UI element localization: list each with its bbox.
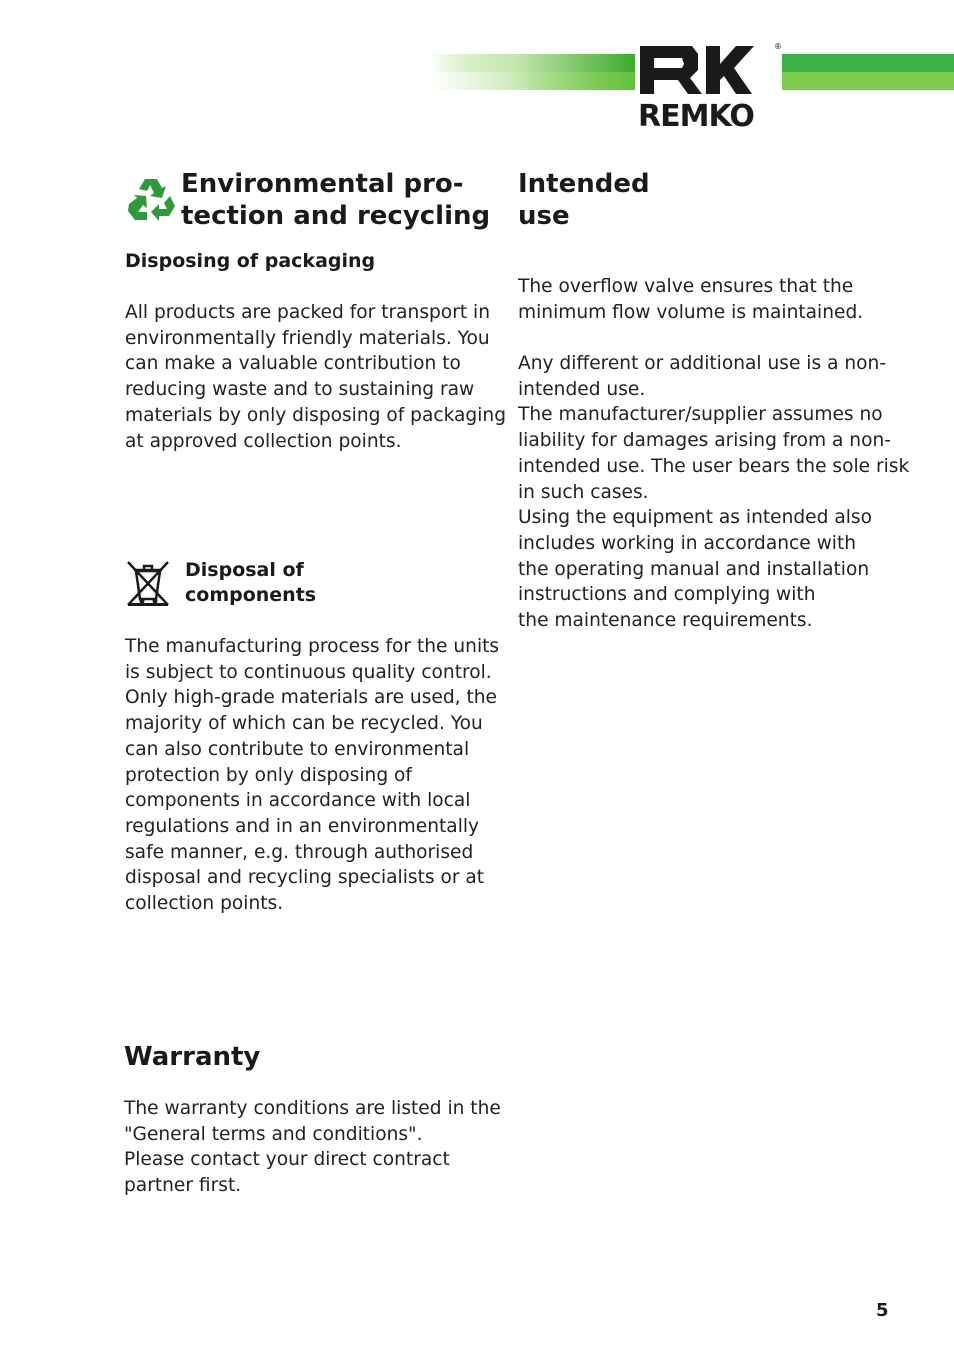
intended-use-para-1: The overflow valve ensures that the minimum flow volume is maintained. xyxy=(518,276,864,323)
page-number: 5 xyxy=(876,1300,889,1321)
intended-use-heading: Intended use xyxy=(518,169,650,231)
packaging-body: All products are packed for transport in environmentally friendly materials. You can make a valuable contribution to reducing waste and to sustaining raw materials by only disposing of packaging at approved collection points. xyxy=(125,302,506,452)
warranty-heading: Warranty xyxy=(124,1042,261,1072)
remko-logo xyxy=(636,40,782,130)
components-body: The manufacturing process for the units is subject to continuous quality control. Only high-grade materials are used, the majority of which can be recycled. You can also contribute to environmental protection by only disposing of components in accordance with local regulations and in an environmentally safe manner, e.g. through authorised disposal and recycling specialists or at collection points. xyxy=(125,636,500,915)
crossed-bin-icon xyxy=(124,559,172,607)
warranty-body: The warranty conditions are listed in the "General terms and conditions". Please contact your direct contract partner first. xyxy=(124,1098,501,1197)
components-heading: Disposal of components xyxy=(185,559,317,606)
packaging-heading: Disposing of packaging xyxy=(125,250,376,272)
intended-use-para-2: Any different or additional use is a non- intended use. The manufacturer/supplier assumes no liability for damages arising from a non- intended use. The user bears the sole risk in such cases. Using the equipment as intended also includes working in accordance with the operating manual and installation instructions and complying with the maintenance requirements. xyxy=(518,353,910,632)
recycle-icon xyxy=(126,176,176,224)
logo-text: REMKO xyxy=(638,99,754,130)
environmental-heading: Environmental pro- tection and recycling xyxy=(181,169,491,231)
header-gradient-band xyxy=(430,54,635,90)
registered-mark: ® xyxy=(774,42,782,51)
header-green-band xyxy=(770,54,954,90)
